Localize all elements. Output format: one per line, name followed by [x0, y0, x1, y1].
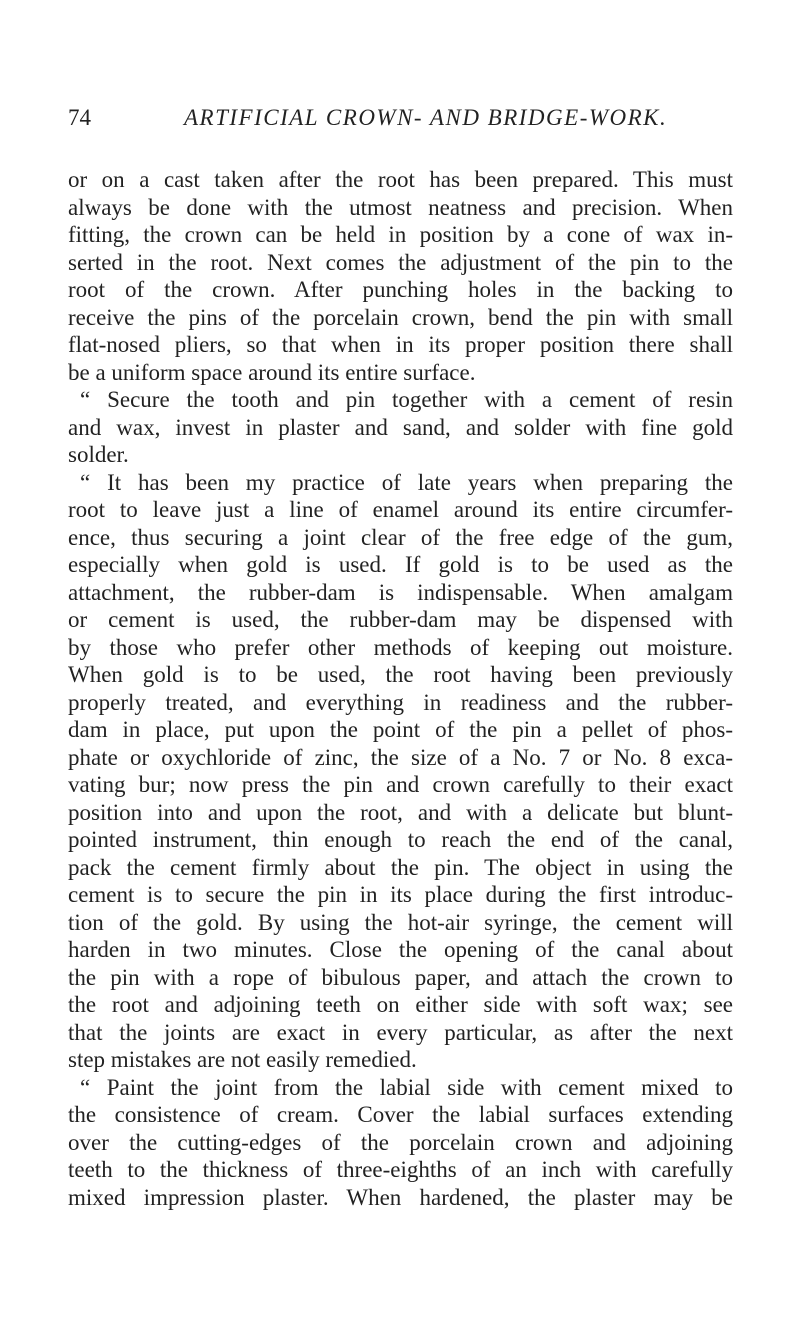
- paragraph-start-line: “ Secure the tooth and pin together with a cement of resin: [80, 387, 733, 412]
- text-line: position into and upon the root, and with a delicate but blunt-: [68, 799, 733, 825]
- body-text: [68, 166, 733, 1211]
- text-line: When gold is to be used, the root having been previously: [68, 662, 733, 687]
- text-line: fitting, the crown can be held in position by a cone of wax in-: [68, 222, 733, 247]
- text-line: root of the crown. After punching holes in the backing to: [68, 277, 733, 302]
- text-line: especially when gold is used. If gold is to be used as the: [68, 552, 733, 577]
- text-line: or on a cast taken after the root has been prepared. This must: [68, 167, 733, 192]
- text-line: harden in two minutes. Close the opening of the canal about: [68, 937, 733, 962]
- text-line: phate or oxychloride of zinc, the size of a No. 7 or No. 8 exca-: [68, 744, 733, 770]
- text-line: vating bur; now press the pin and crown carefully to their exact: [68, 772, 733, 797]
- text-line: and wax, invest in plaster and sand, and solder with fine gold: [68, 414, 733, 440]
- text-line: serted in the root. Next comes the adjustment of the pin to the: [68, 249, 733, 275]
- text-line: always be done with the utmost neatness and precision. When: [68, 194, 733, 220]
- text-line: flat-nosed pliers, so that when in its proper position there shall: [68, 332, 733, 357]
- text-line: step mistakes are not easily remedied.: [68, 1047, 417, 1072]
- page-number: 74: [68, 105, 91, 130]
- running-title: ARTIFICIAL CROWN- AND BRIDGE-WORK.: [184, 105, 668, 130]
- text-line: mixed impression plaster. When hardened, the plaster may be: [68, 1184, 733, 1210]
- text-line: the root and adjoining teeth on either side with soft wax; see: [68, 992, 733, 1017]
- text-line: pointed instrument, thin enough to reach the end of the canal,: [68, 827, 733, 852]
- text-line: ence, thus securing a joint clear of the free edge of the gum,: [68, 524, 733, 550]
- text-line: solder.: [68, 442, 129, 467]
- text-line: attachment, the rubber-dam is indispensable. When amalgam: [68, 579, 733, 605]
- text-line: properly treated, and everything in readiness and the rubber-: [68, 689, 733, 715]
- text-line: root to leave just a line of enamel around its entire circumfer-: [68, 497, 733, 522]
- text-line: pack the cement firmly about the pin. The object in using the: [68, 854, 733, 880]
- paragraph-start-line: “ Paint the joint from the labial side with cement mixed to: [80, 1074, 733, 1100]
- text-line: tion of the gold. By using the hot-air syringe, the cement will: [68, 909, 733, 935]
- text-line: be a uniform space around its entire surface.: [68, 359, 476, 385]
- text-line: cement is to secure the pin in its place during the first introduc-: [68, 882, 733, 907]
- text-line: the pin with a rope of bibulous paper, and attach the crown to: [68, 964, 733, 990]
- text-line: or cement is used, the rubber-dam may be dispensed with: [68, 607, 733, 632]
- text-line: over the cutting-edges of the porcelain crown and adjoining: [68, 1129, 733, 1155]
- text-line: dam in place, put upon the point of the pin a pellet of phos-: [68, 717, 733, 742]
- paragraph-start-line: “ It has been my practice of late years when preparing the: [80, 469, 733, 495]
- text-line: by those who prefer other methods of keeping out moisture.: [68, 634, 733, 660]
- text-line: teeth to the thickness of three-eighths of an inch with carefully: [68, 1157, 733, 1182]
- text-line: the consistence of cream. Cover the labial surfaces extending: [68, 1102, 733, 1127]
- running-header: [68, 101, 733, 135]
- text-line: that the joints are exact in every particular, as after the next: [68, 1019, 733, 1045]
- text-line: receive the pins of the porcelain crown, bend the pin with small: [68, 304, 733, 330]
